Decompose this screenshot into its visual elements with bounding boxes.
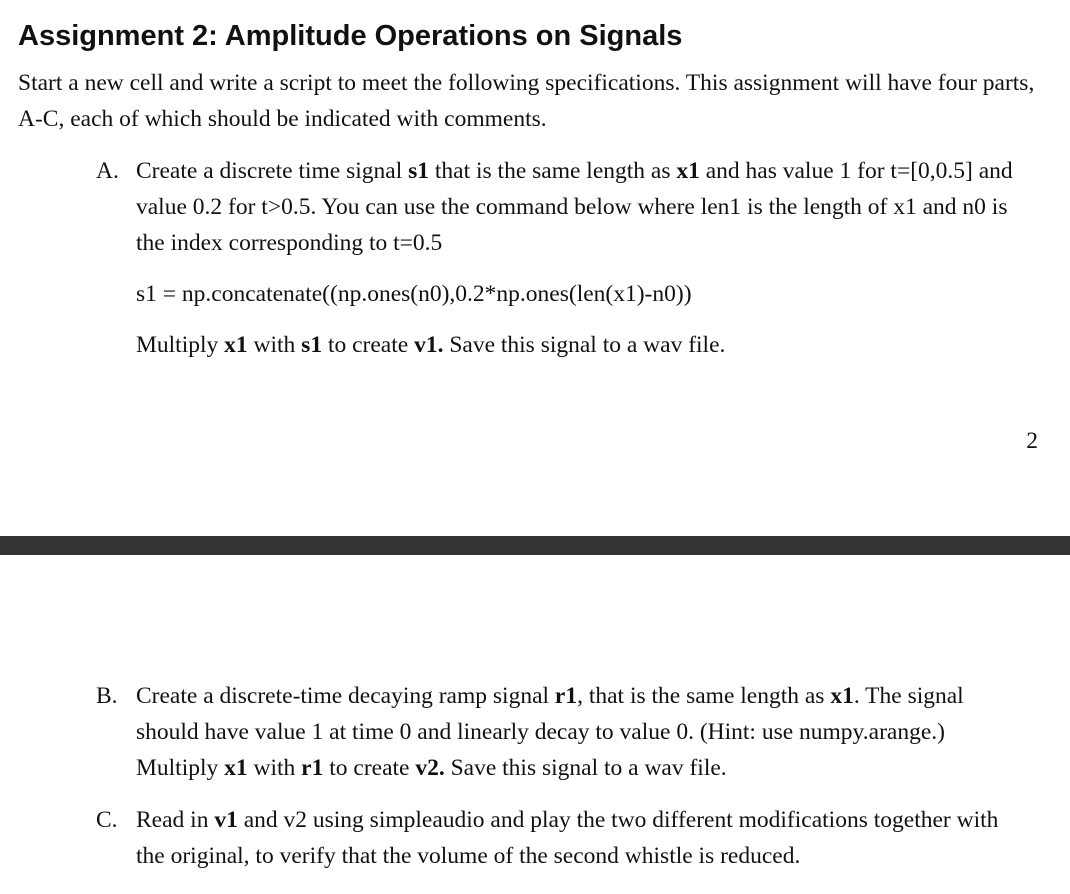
bold-term: x1 <box>224 755 248 781</box>
bold-term: v1. <box>414 332 444 358</box>
list-item-c <box>96 802 1026 874</box>
code-command: s1 = np.concatenate((np.ones(n0),0.2*np.ones(len(x1)-n0)) <box>136 281 692 307</box>
bold-term: x1 <box>676 158 700 184</box>
bold-term: r1 <box>301 755 324 781</box>
page-separator <box>0 536 1070 555</box>
text-run: to create <box>322 332 415 358</box>
bold-term: x1 <box>224 332 248 358</box>
assignment-title: Assignment 2: Amplitude Operations on Signals <box>18 20 683 52</box>
text-run: Save this signal to a wav file. <box>444 755 727 781</box>
item-b-text <box>136 678 1026 786</box>
text-run: Multiply <box>136 332 225 358</box>
bold-term: r1 <box>554 683 578 709</box>
item-letter: B. <box>96 683 118 709</box>
page-number: 2 <box>1026 428 1038 454</box>
text-run: to create <box>323 755 416 781</box>
text-run: and has value 1 for t=[0,0.5] and value 0.2 for t>0.5. You can use the command below where len1 is the length of x1 and n0 is the index corresponding to t=0.5 <box>136 158 1013 256</box>
list-item-a <box>96 153 1026 261</box>
text-run: with <box>247 755 302 781</box>
bold-term: s1 <box>301 332 323 358</box>
item-letter: C. <box>96 807 118 833</box>
item-c-text <box>136 802 1026 874</box>
text-run: Save this signal to a wav file. <box>443 332 726 358</box>
intro-paragraph: Start a new cell and write a script to meet the following specifications. This assignment will have four parts, A-C, each of which should be indicated with comments. <box>18 70 1035 132</box>
text-run: that is the same length as <box>429 158 677 184</box>
text-run: . The signal should have value 1 at time 0 and linearly decay to value 0. (Hint: use numpy.arange.) Multiply <box>136 683 964 781</box>
bold-term: x1 <box>830 683 854 709</box>
bold-term: v1 <box>214 807 238 833</box>
item-a-text <box>136 153 1026 261</box>
text-run: with <box>247 332 302 358</box>
text-run: Read in <box>136 807 215 833</box>
item-a-multiply <box>136 327 725 363</box>
list-item-b <box>96 678 1026 786</box>
bold-term: s1 <box>408 158 430 184</box>
text-run: Create a discrete-time decaying ramp signal <box>136 683 555 709</box>
bold-term: v2. <box>415 755 445 781</box>
text-run: Create a discrete time signal <box>136 158 409 184</box>
text-run: and v2 using simpleaudio and play the two different modifications together with the original, to verify that the volume of the second whistle is reduced. <box>136 807 999 869</box>
item-letter: A. <box>96 158 119 184</box>
text-run: , that is the same length as <box>577 683 831 709</box>
